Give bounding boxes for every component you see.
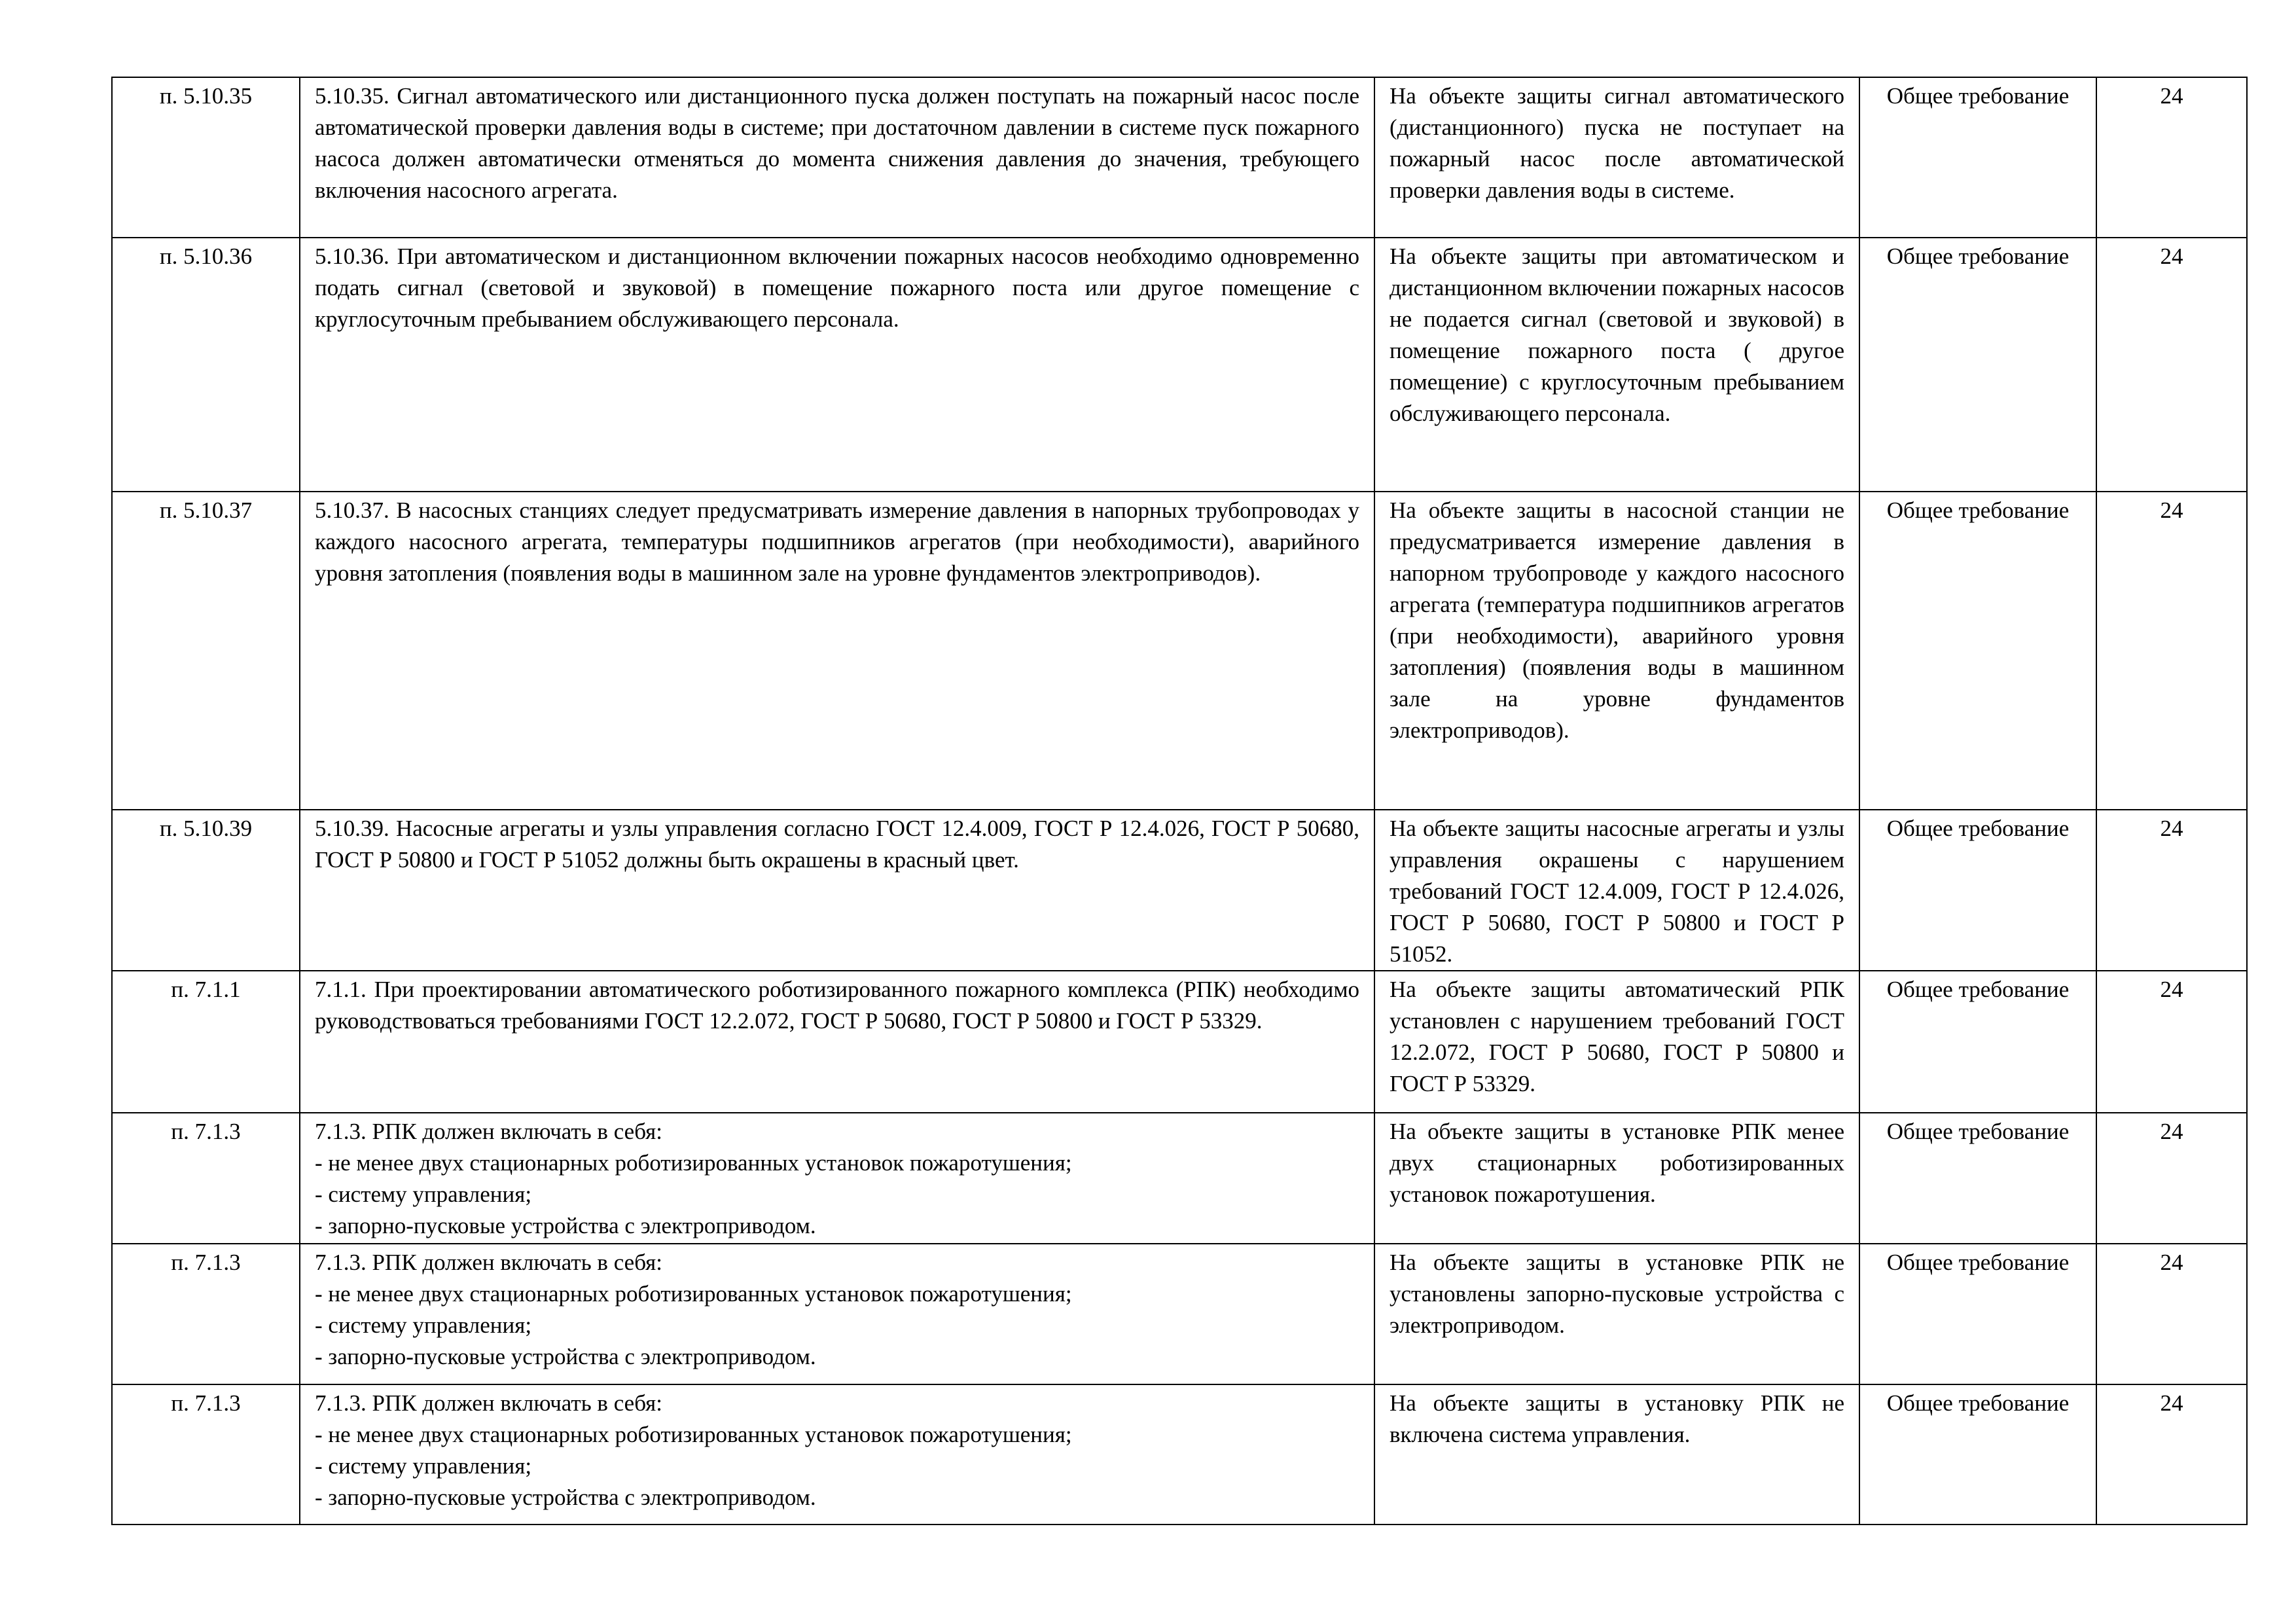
ref-cell: п. 7.1.3 xyxy=(112,1244,300,1384)
requirement-cell xyxy=(300,1384,1374,1525)
ref-cell: п. 5.10.37 xyxy=(112,492,300,810)
requirement-line: - запорно-пусковые устройства с электроприводом. xyxy=(315,1344,816,1369)
requirement-line: - систему управления; xyxy=(315,1312,532,1338)
violation-cell: На объекте защиты в установке РПК менее двух стационарных роботизированных установок пожаротушения. xyxy=(1374,1113,1859,1244)
requirement-cell xyxy=(300,1244,1374,1384)
number-cell: 24 xyxy=(2096,1113,2247,1244)
table-row xyxy=(112,1384,2247,1525)
ref-cell: п. 7.1.3 xyxy=(112,1113,300,1244)
requirement-cell xyxy=(300,492,1374,810)
table-row xyxy=(112,810,2247,971)
table-row xyxy=(112,238,2247,492)
ref-cell: п. 7.1.3 xyxy=(112,1384,300,1525)
type-cell: Общее требование xyxy=(1859,1244,2096,1384)
requirement-line: - систему управления; xyxy=(315,1182,532,1207)
violation-cell: На объекте защиты в установке РПК не установлены запорно-пусковые устройства с электроприводом. xyxy=(1374,1244,1859,1384)
requirement-text: 5.10.35. Сигнал автоматического или дистанционного пуска должен поступать на пожарный насос после автоматической проверки давления воды в системе; при достаточном давлении в системе пуск пожарного насоса должен автоматически отменяться до момента снижения давления до значения, требующего включения насосного агрегата. xyxy=(315,83,1359,203)
requirement-line: - не менее двух стационарных роботизированных установок пожаротушения; xyxy=(315,1150,1072,1176)
type-cell: Общее требование xyxy=(1859,238,2096,492)
requirement-cell xyxy=(300,77,1374,238)
requirement-cell xyxy=(300,810,1374,971)
requirement-line: 7.1.3. РПК должен включать в себя: xyxy=(315,1250,662,1275)
violation-cell: На объекте защиты в насосной станции не предусматривается измерение давления в напорном трубопроводе у каждого насосного агрегата (температура подшипников агрегатов (при необходимости), аварийного уровня затопления) (появления воды в машинном зале на уровне фундаментов электроприводов). xyxy=(1374,492,1859,810)
violation-cell: На объекте защиты автоматический РПК установлен с нарушением требований ГОСТ 12.2.072, ГОСТ Р 50680, ГОСТ Р 50800 и ГОСТ Р 53329. xyxy=(1374,971,1859,1113)
table-row xyxy=(112,1244,2247,1384)
requirement-line: - запорно-пусковые устройства с электроприводом. xyxy=(315,1213,816,1238)
violation-cell: На объекте защиты насосные агрегаты и узлы управления окрашены с нарушением требований ГОСТ 12.4.009, ГОСТ Р 12.4.026, ГОСТ Р 50680, ГОСТ Р 50800 и ГОСТ Р 51052. xyxy=(1374,810,1859,971)
table-row xyxy=(112,971,2247,1113)
number-cell: 24 xyxy=(2096,971,2247,1113)
requirements-table xyxy=(111,77,2248,1525)
requirement-line: - систему управления; xyxy=(315,1453,532,1479)
type-cell: Общее требование xyxy=(1859,492,2096,810)
violation-cell: На объекте защиты при автоматическом и дистанционном включении пожарных насосов не подается сигнал (световой и звуковой) в помещение пожарного поста ( другое помещение) с круглосуточным пребыванием обслуживающего персонала. xyxy=(1374,238,1859,492)
requirement-text: 5.10.36. При автоматическом и дистанционном включении пожарных насосов необходимо одновременно подать сигнал (световой и звуковой) в помещение пожарного поста или другое помещение с круглосуточным пребыванием обслуживающего персонала. xyxy=(315,244,1359,332)
type-cell: Общее требование xyxy=(1859,971,2096,1113)
violation-cell: На объекте защиты в установку РПК не включена система управления. xyxy=(1374,1384,1859,1525)
table-row xyxy=(112,1113,2247,1244)
requirement-text: 7.1.1. При проектировании автоматического роботизированного пожарного комплекса (РПК) необходимо руководствоваться требованиями ГОСТ 12.2.072, ГОСТ Р 50680, ГОСТ Р 50800 и ГОСТ Р 53329. xyxy=(315,977,1359,1034)
document-page xyxy=(111,77,2246,1525)
requirements-table-body xyxy=(112,77,2247,1525)
type-cell: Общее требование xyxy=(1859,1113,2096,1244)
requirement-line: - запорно-пусковые устройства с электроприводом. xyxy=(315,1485,816,1510)
ref-cell: п. 5.10.39 xyxy=(112,810,300,971)
requirement-line: - не менее двух стационарных роботизированных установок пожаротушения; xyxy=(315,1422,1072,1447)
requirement-cell xyxy=(300,971,1374,1113)
ref-cell: п. 5.10.35 xyxy=(112,77,300,238)
requirement-cell xyxy=(300,238,1374,492)
number-cell: 24 xyxy=(2096,1384,2247,1525)
table-row xyxy=(112,77,2247,238)
type-cell: Общее требование xyxy=(1859,1384,2096,1525)
number-cell: 24 xyxy=(2096,492,2247,810)
number-cell: 24 xyxy=(2096,810,2247,971)
requirement-line: 7.1.3. РПК должен включать в себя: xyxy=(315,1119,662,1144)
number-cell: 24 xyxy=(2096,77,2247,238)
type-cell: Общее требование xyxy=(1859,77,2096,238)
number-cell: 24 xyxy=(2096,1244,2247,1384)
requirement-text: 5.10.37. В насосных станциях следует предусматривать измерение давления в напорных трубопроводах у каждого насосного агрегата, температуры подшипников агрегатов (при необходимости), аварийного уровня затопления (появления воды в машинном зале на уровне фундаментов электроприводов). xyxy=(315,497,1359,586)
requirement-cell xyxy=(300,1113,1374,1244)
requirement-text: 5.10.39. Насосные агрегаты и узлы управления согласно ГОСТ 12.4.009, ГОСТ Р 12.4.026, ГОСТ Р 50680, ГОСТ Р 50800 и ГОСТ Р 51052 должны быть окрашены в красный цвет. xyxy=(315,816,1359,873)
requirement-line: - не менее двух стационарных роботизированных установок пожаротушения; xyxy=(315,1281,1072,1307)
number-cell: 24 xyxy=(2096,238,2247,492)
violation-cell: На объекте защиты сигнал автоматического (дистанционного) пуска не поступает на пожарный насос после автоматической проверки давления воды в системе. xyxy=(1374,77,1859,238)
ref-cell: п. 5.10.36 xyxy=(112,238,300,492)
ref-cell: п. 7.1.1 xyxy=(112,971,300,1113)
requirement-line: 7.1.3. РПК должен включать в себя: xyxy=(315,1390,662,1416)
type-cell: Общее требование xyxy=(1859,810,2096,971)
table-row xyxy=(112,492,2247,810)
